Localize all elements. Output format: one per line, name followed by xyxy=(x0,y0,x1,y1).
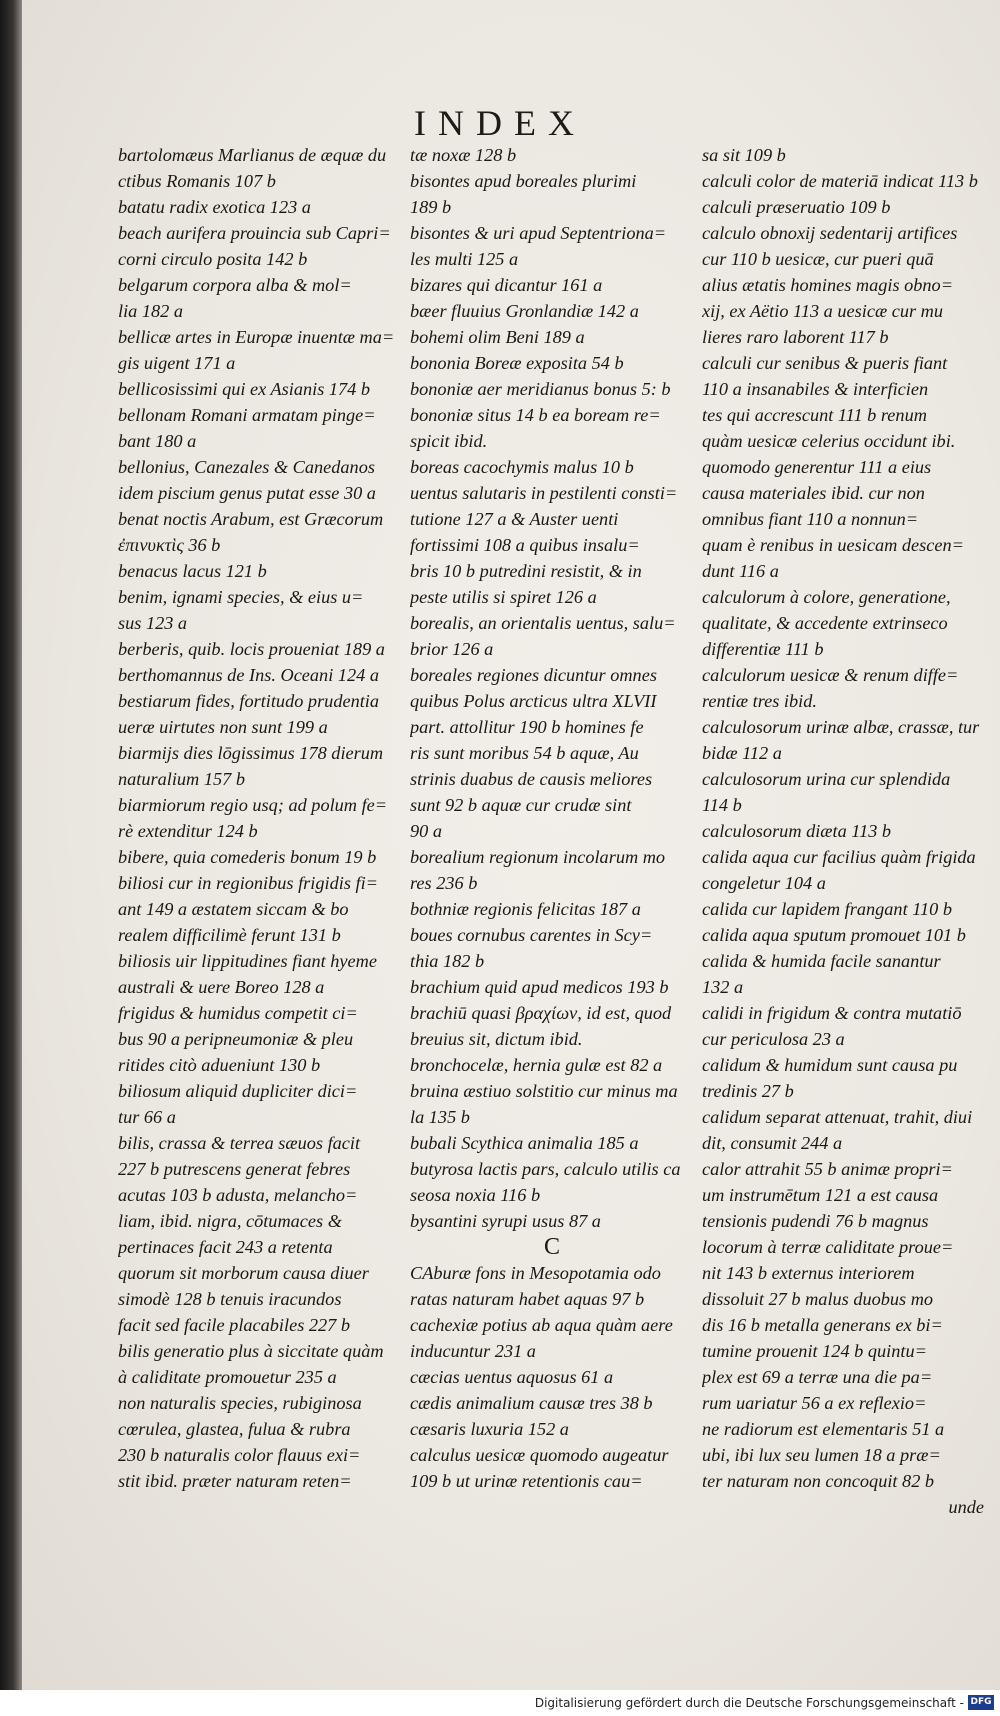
index-line: facit sed facile placabiles 227 b xyxy=(118,1315,351,1335)
index-line: lieres raro laborent 117 b xyxy=(702,327,889,347)
index-line: calculo obnoxij sedentarij artifices xyxy=(702,223,958,243)
index-line: quomodo generentur 111 a eius xyxy=(702,457,932,477)
index-line: cur 110 b uesicæ, cur pueri quā xyxy=(702,249,934,269)
index-line: corni circulo posita 142 b xyxy=(118,249,308,269)
index-line: brachium quid apud medicos 193 b xyxy=(410,977,669,997)
index-line: sa sit 109 b xyxy=(702,145,786,165)
index-line: ris sunt moribus 54 b aquæ, Au xyxy=(410,743,639,763)
index-line: frigidus & humidus competit ci= xyxy=(118,1003,358,1023)
index-line: quam è renibus in uesicam descen= xyxy=(702,535,964,555)
index-line: bysantini syrupi usus 87 a xyxy=(410,1211,601,1231)
index-line: bronchocelæ, hernia gulæ est 82 a xyxy=(410,1055,663,1075)
digitization-footer xyxy=(0,1690,1000,1716)
index-line: idem piscium genus putat esse 30 a xyxy=(118,483,376,503)
index-line: bellicosissimi qui ex Asianis 174 b xyxy=(118,379,371,399)
index-line: seosa noxia 116 b xyxy=(410,1185,541,1205)
index-line: cœrulea, glastea, fulua & rubra xyxy=(118,1419,351,1439)
index-line: calida cur lapidem frangant 110 b xyxy=(702,899,952,919)
index-line: bæer fluuius Gronlandiæ 142 a xyxy=(410,301,639,321)
index-line: calculi præseruatio 109 b xyxy=(702,197,891,217)
index-column-right xyxy=(702,142,984,1520)
index-line: boreales regiones dicuntur omnes xyxy=(410,665,657,685)
index-line: sus 123 a xyxy=(118,613,188,633)
index-line: C xyxy=(543,1234,560,1260)
index-line: tutione 127 a & Auster uenti xyxy=(410,509,619,529)
index-line: la 135 b xyxy=(410,1107,470,1127)
index-line: omnibus fiant 110 a nonnun= xyxy=(702,509,919,529)
index-line: xij, ex Aëtio 113 a uesicæ cur mu xyxy=(702,301,943,321)
index-line: biliosi cur in regionibus frigidis fi= xyxy=(118,873,378,893)
index-line: tur 66 a xyxy=(118,1107,176,1127)
index-line: rum uariatur 56 a ex reflexio= xyxy=(702,1393,927,1413)
index-line: non naturalis species, rubiginosa xyxy=(118,1393,362,1413)
index-line: tredinis 27 b xyxy=(702,1081,794,1101)
book-gutter-edge xyxy=(0,0,22,1716)
index-line: 132 a xyxy=(702,977,744,997)
index-line: borealis, an orientalis uentus, salu= xyxy=(410,613,676,633)
index-line: calculorum à colore, generatione, xyxy=(702,587,951,607)
index-line: boues cornubus carentes in Scy= xyxy=(410,925,653,945)
index-line: tæ noxæ 128 b xyxy=(410,145,517,165)
index-line: bisontes & uri apud Septentriona= xyxy=(410,223,667,243)
index-line: belgarum corpora alba & mol= xyxy=(118,275,352,295)
index-line: ubi, ibi lux seu lumen 18 a præ= xyxy=(702,1445,941,1465)
index-line: ueræ uirtutes non sunt 199 a xyxy=(118,717,328,737)
index-line: bothniæ regionis felicitas 187 a xyxy=(410,899,641,919)
index-line: 114 b xyxy=(702,795,742,815)
index-line: bubali Scythica animalia 185 a xyxy=(410,1133,639,1153)
index-line: strinis duabus de causis meliores xyxy=(410,769,653,789)
index-line: ant 149 a æstatem siccam & bo xyxy=(118,899,349,919)
index-line: bononiæ aer meridianus bonus 5: b xyxy=(410,379,671,399)
index-line: bohemi olim Beni 189 a xyxy=(410,327,585,347)
index-line: part. attollitur 190 b homines fe xyxy=(410,717,644,737)
index-line: bartolomæus Marlianus de æquæ du xyxy=(118,145,387,165)
index-line: bononiæ situs 14 b ea boream re= xyxy=(410,405,661,425)
index-line: 109 b ut urinæ retentionis cau= xyxy=(410,1471,643,1491)
index-line: qualitate, & accedente extrinseco xyxy=(702,613,948,633)
funding-credit: Digitalisierung gefördert durch die Deutsche Forschungsgemeinschaft - xyxy=(534,1696,964,1710)
index-line: bellonam Romani armatam pinge= xyxy=(118,405,376,425)
index-line: bruina æstiuo solstitio cur minus ma xyxy=(410,1081,678,1101)
index-line: res 236 b xyxy=(410,873,478,893)
index-line: thia 182 b xyxy=(410,951,485,971)
index-line: calidum separat attenuat, trahit, diui xyxy=(702,1107,973,1127)
index-line: australi & uere Boreo 128 a xyxy=(118,977,325,997)
dfg-logo: DFG xyxy=(968,1695,994,1710)
index-line: biarmijs dies lōgissimus 178 dierum xyxy=(118,743,384,763)
index-line: bilis, crassa & terrea sæuos facit xyxy=(118,1133,361,1153)
index-line: cæcias uentus aquosus 61 a xyxy=(410,1367,614,1387)
index-line: biliosis uir lippitudines fiant hyeme xyxy=(118,951,377,971)
index-line: rentiæ tres ibid. xyxy=(702,691,817,711)
index-line: calida aqua sputum promouet 101 b xyxy=(702,925,966,945)
index-line: butyrosa lactis pars, calculo utilis ca xyxy=(410,1159,681,1179)
index-line: rè extenditur 124 b xyxy=(118,821,258,841)
index-line: alius ætatis homines magis obno= xyxy=(702,275,954,295)
index-line: tes qui accrescunt 111 b renum xyxy=(702,405,927,425)
index-line: dissoluit 27 b malus duobus mo xyxy=(702,1289,934,1309)
index-line: um instrumētum 121 a est causa xyxy=(702,1185,939,1205)
index-line: calculi cur senibus & pueris fiant xyxy=(702,353,948,373)
index-line: bibere, quia comederis bonum 19 b xyxy=(118,847,377,867)
index-line: uentus salutaris in pestilenti consti= xyxy=(410,483,678,503)
index-line: nit 143 b externus interiorem xyxy=(702,1263,915,1283)
index-line: gis uigent 171 a xyxy=(118,353,236,373)
index-line: dis 16 b metalla generans ex bi= xyxy=(702,1315,943,1335)
index-line: CAburæ fons in Mesopotamia odo xyxy=(410,1263,661,1283)
index-line: tensionis pudendi 76 b magnus xyxy=(702,1211,929,1231)
index-line: calidi in frigidum & contra mutatiō xyxy=(702,1003,962,1023)
index-line: benim, ignami species, & eius u= xyxy=(118,587,364,607)
index-line: calculi color de materiā indicat 113 b xyxy=(702,171,978,191)
index-line: bris 10 b putredini resistit, & in xyxy=(410,561,642,581)
index-line: biarmiorum regio usq; ad polum fe= xyxy=(118,795,388,815)
index-line: unde xyxy=(948,1497,984,1517)
index-line: 110 a insanabiles & interficien xyxy=(702,379,929,399)
index-line: calculosorum diæta 113 b xyxy=(702,821,892,841)
index-line: calculosorum urina cur splendida xyxy=(702,769,951,789)
index-line: inducuntur 231 a xyxy=(410,1341,536,1361)
index-line: realem difficilimè ferunt 131 b xyxy=(118,925,341,945)
index-line: batatu radix exotica 123 a xyxy=(118,197,311,217)
index-line: calida & humida facile sanantur xyxy=(702,951,941,971)
index-line: calor attrahit 55 b animæ propri= xyxy=(702,1159,953,1179)
index-line: 90 a xyxy=(410,821,442,841)
index-line: acutas 103 b adusta, melancho= xyxy=(118,1185,358,1205)
index-line: 230 b naturalis color flauus exi= xyxy=(118,1445,361,1465)
index-line: biliosum aliquid dupliciter dici= xyxy=(118,1081,358,1101)
index-line: fortissimi 108 a quibus insalu= xyxy=(410,535,640,555)
index-line: berberis, quib. locis proueniat 189 a xyxy=(118,639,385,659)
index-line: cur periculosa 23 a xyxy=(702,1029,845,1049)
index-line: spicit ibid. xyxy=(410,431,488,451)
index-line: quàm uesicæ celerius occidunt ibi. xyxy=(702,431,956,451)
index-column-middle xyxy=(410,142,694,1494)
index-line: quorum sit morborum causa diuer xyxy=(118,1263,369,1283)
index-line: ἐπινυκτὶς 36 b xyxy=(118,535,221,555)
index-line: locorum à terræ caliditate proue= xyxy=(702,1237,954,1257)
index-line: calida aqua cur facilius quàm frigida xyxy=(702,847,976,867)
index-line: cæsaris luxuria 152 a xyxy=(410,1419,569,1439)
index-line: bus 90 a peripneumoniæ & pleu xyxy=(118,1029,354,1049)
index-line: cachexiæ potius ab aqua quàm aere xyxy=(410,1315,673,1335)
index-line: congeletur 104 a xyxy=(702,873,826,893)
index-line: beach aurifera prouincia sub Capri= xyxy=(118,223,391,243)
index-line: bant 180 a xyxy=(118,431,197,451)
index-line: brachiū quasi βραχίων, id est, quod xyxy=(410,1003,672,1023)
page-title: INDEX xyxy=(414,103,586,143)
index-line: bizares qui dicantur 161 a xyxy=(410,275,603,295)
index-line: calidum & humidum sunt causa pu xyxy=(702,1055,958,1075)
index-line: boreas cacochymis malus 10 b xyxy=(410,457,634,477)
index-column-left xyxy=(118,142,398,1494)
index-line: calculorum uesicæ & renum diffe= xyxy=(702,665,959,685)
index-line: à caliditate promouetur 235 a xyxy=(118,1367,337,1387)
index-line: benacus lacus 121 b xyxy=(118,561,267,581)
index-line: sunt 92 b aquæ cur crudæ sint xyxy=(410,795,632,815)
index-line: calculosorum urinæ albæ, crassæ, tur xyxy=(702,717,980,737)
index-line: cædis animalium causæ tres 38 b xyxy=(410,1393,653,1413)
index-line: benat noctis Arabum, est Græcorum xyxy=(118,509,384,529)
index-line: bisontes apud boreales plurimi xyxy=(410,171,637,191)
index-line: plex est 69 a terræ una die pa= xyxy=(702,1367,933,1387)
index-line: ctibus Romanis 107 b xyxy=(118,171,276,191)
index-line: dunt 116 a xyxy=(702,561,779,581)
index-line: quibus Polus arcticus ultra XLVII xyxy=(410,691,657,711)
index-line: bilis generatio plus à siccitate quàm xyxy=(118,1341,384,1361)
index-line: dit, consumit 244 a xyxy=(702,1133,843,1153)
index-line: ritides citò adueniunt 130 b xyxy=(118,1055,321,1075)
index-line: stit ibid. præter naturam reten= xyxy=(118,1471,352,1491)
index-line: differentiæ 111 b xyxy=(702,639,824,659)
index-line: ratas naturam habet aquas 97 b xyxy=(410,1289,645,1309)
index-line: ter naturam non concoquit 82 b xyxy=(702,1471,935,1491)
index-line: les multi 125 a xyxy=(410,249,519,269)
index-line: peste utilis si spiret 126 a xyxy=(410,587,597,607)
index-line: lia 182 a xyxy=(118,301,184,321)
index-line: naturalium 157 b xyxy=(118,769,245,789)
index-line: breuius sit, dictum ibid. xyxy=(410,1029,583,1049)
index-line: liam, ibid. nigra, cōtumaces & xyxy=(118,1211,342,1231)
index-line: bellicæ artes in Europæ inuentæ ma= xyxy=(118,327,395,347)
index-line: tumine prouenit 124 b quintu= xyxy=(702,1341,927,1361)
index-line: borealium regionum incolarum mo xyxy=(410,847,666,867)
index-line: pertinaces facit 243 a retenta xyxy=(118,1237,333,1257)
index-line: bidæ 112 a xyxy=(702,743,782,763)
index-line: bellonius, Canezales & Canedanos xyxy=(118,457,375,477)
index-line: brior 126 a xyxy=(410,639,494,659)
index-line: 189 b xyxy=(410,197,452,217)
index-line: simodè 128 b tenuis iracundos xyxy=(118,1289,342,1309)
index-line: calculus uesicæ quomodo augeatur xyxy=(410,1445,669,1465)
index-line: causa materiales ibid. cur non xyxy=(702,483,925,503)
index-line: 227 b putrescens generat febres xyxy=(118,1159,351,1179)
index-line: berthomannus de Ins. Oceani 124 a xyxy=(118,665,379,685)
index-line: ne radiorum est elementaris 51 a xyxy=(702,1419,945,1439)
index-line: bestiarum fides, fortitudo prudentia xyxy=(118,691,380,711)
index-line: bononia Boreæ exposita 54 b xyxy=(410,353,624,373)
